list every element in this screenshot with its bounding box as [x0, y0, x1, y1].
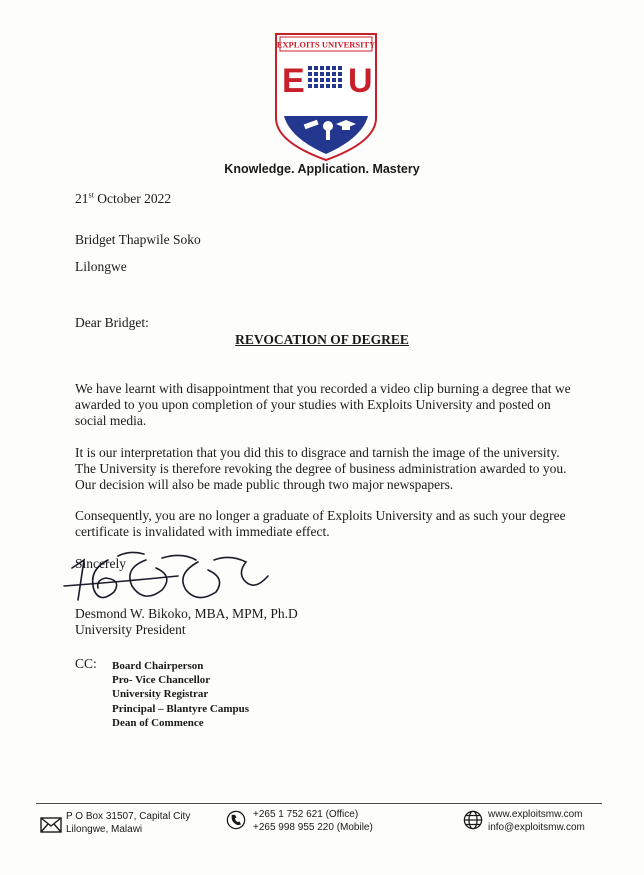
cc-recipient: Principal – Blantyre Campus — [112, 702, 250, 715]
footer-phones: +265 1 752 621 (Office) +265 998 955 220 (Mobile) — [253, 809, 373, 833]
logo-text: EXPLOITS UNIVERSITY — [276, 39, 376, 50]
body-paragraph-1: We have learnt with disappointment that you recorded a video clip burning a degree that we awarded to you upon completion of your studies with Exploits University and posted on social media. — [75, 381, 571, 428]
signer-title: University President — [75, 622, 186, 637]
handwritten-signature — [58, 546, 288, 606]
cc-label: CC: — [75, 656, 97, 671]
cc-list — [112, 659, 249, 730]
salutation: Dear Bridget: — [75, 315, 149, 330]
logo-letter-u: U — [348, 62, 373, 100]
mail-icon — [40, 815, 62, 835]
body-paragraph-3: Consequently, you are no longer a graduate of Exploits University and as such your degree certificate is invalidated with immediate effect. — [75, 508, 566, 539]
closing: Sincerely — [75, 556, 126, 571]
motto: Knowledge. Application. Mastery — [224, 162, 420, 176]
email-link[interactable]: info@exploitsmw.com — [488, 822, 585, 833]
letter-date: 21st October 2022 — [75, 190, 172, 206]
footer-address: P O Box 31507, Capital City Lilongwe, Malawi — [66, 811, 191, 835]
recipient-name: Bridget Thapwile Soko — [75, 232, 201, 247]
logo-letter-e: E — [282, 62, 305, 100]
cc-recipient: Pro- Vice Chancellor — [112, 674, 211, 687]
website-link[interactable]: www.exploitsmw.com — [488, 809, 583, 820]
cc-recipient: Board Chairperson — [112, 660, 204, 672]
phone-icon — [225, 810, 247, 830]
university-logo — [270, 32, 382, 162]
globe-icon — [462, 810, 484, 830]
body-paragraph-2: It is our interpretation that you did this to disgrace and tarnish the image of the university. The University is therefore revoking the degree of business administration awarded to you. Our decision will also be made public through two major newspapers. — [75, 445, 567, 492]
footer-divider — [36, 803, 602, 804]
footer-web — [488, 808, 585, 834]
signer-name: Desmond W. Bikoko, MBA, MPM, Ph.D — [75, 606, 298, 621]
letter-subject: REVOCATION OF DEGREE — [235, 332, 409, 347]
recipient-city: Lilongwe — [75, 259, 127, 274]
cc-recipient: University Registrar — [112, 688, 209, 701]
cc-recipient: Dean of Commence — [112, 716, 204, 729]
